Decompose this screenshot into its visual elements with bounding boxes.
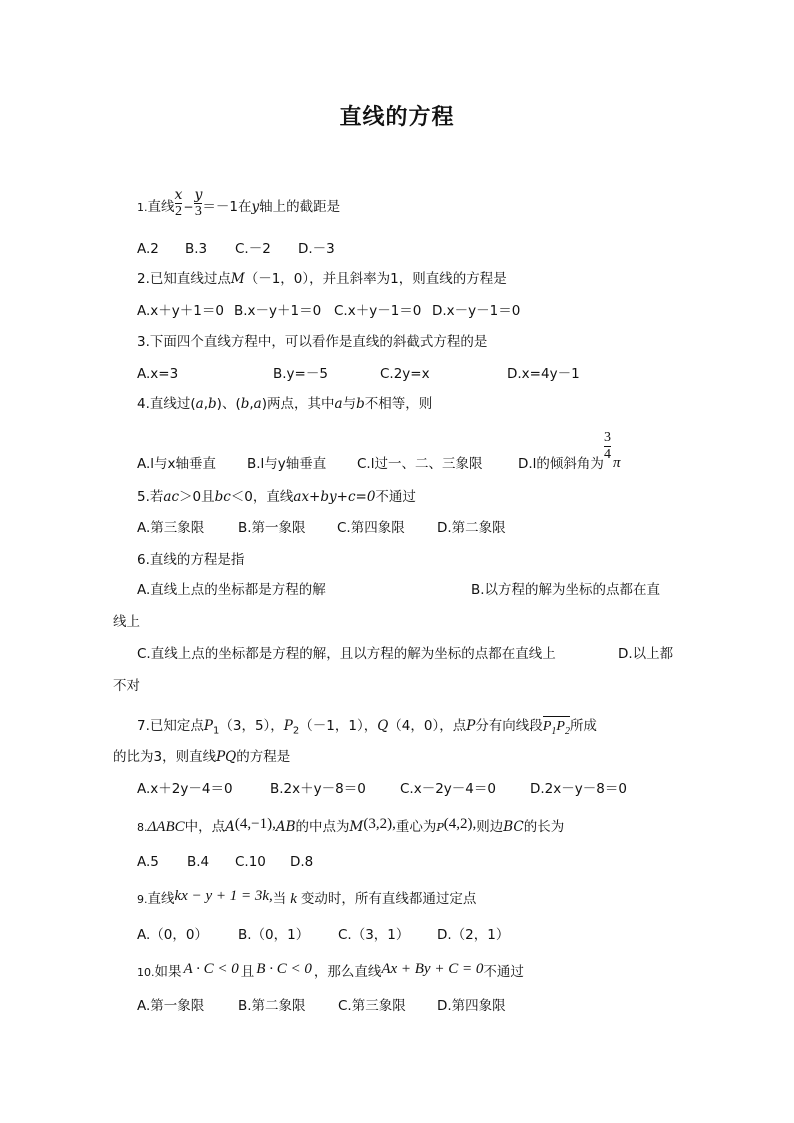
question-8 <box>137 818 564 837</box>
q7-p1-coord: （3，5）， <box>219 718 284 734</box>
q2-text-a: 2.已知直线过点 <box>137 271 231 287</box>
q9-option-d: D.（2，1） <box>437 927 510 943</box>
q7-q: Q <box>377 718 389 734</box>
q7-text-c: 所成 <box>569 718 597 734</box>
q10-option-d: D.第四象限 <box>437 998 506 1014</box>
q4-b2: b <box>240 396 250 412</box>
q10-text-d: 不通过 <box>483 964 524 980</box>
q1-pre: 直线 <box>147 199 175 215</box>
q7-option-a: A.x＋2y－4＝0 <box>137 781 233 797</box>
q8-point-p: P <box>436 821 444 834</box>
q1-fraction-y-over-3: $\frac{y}{3}$ <box>194 187 203 219</box>
q4-b1: b <box>208 396 217 412</box>
q2-var-m: M <box>230 271 245 287</box>
q1-option-d: D.－3 <box>298 241 335 257</box>
q6-option-a: A.直线上点的坐标都是方程的解 <box>137 582 326 598</box>
q6-option-d: D.以上都 <box>618 646 674 662</box>
question-5 <box>137 488 416 506</box>
q2-option-c: C.x＋y－1＝0 <box>334 303 422 319</box>
q8-text-b: 的中点为 <box>295 819 350 835</box>
q8-a-coord: (4,−1), <box>234 816 276 832</box>
q8-point-m: M <box>349 819 364 835</box>
question-9 <box>137 890 476 909</box>
q9-option-b: B.（0，1） <box>238 927 310 943</box>
question-1 <box>137 187 340 220</box>
q10-equation: Ax + By + C = 0 <box>381 961 484 977</box>
q1-option-b: B.3 <box>185 241 208 257</box>
q1-fraction-x-over-2: $\frac{x}{2}$ <box>174 187 183 219</box>
q1-number: 1. <box>137 201 148 214</box>
question-10 <box>137 963 524 982</box>
q1-minus: − <box>183 200 194 214</box>
q8-bc: BC <box>503 819 524 835</box>
q1-option-c: C.－2 <box>235 241 271 257</box>
q4-option-c: C.l过一、二、三象限 <box>357 456 483 472</box>
q4-text-b: )、( <box>216 396 241 412</box>
q7-p2: P <box>283 718 293 734</box>
q8-text-a: 中，点 <box>184 819 226 835</box>
q7-p: P <box>466 718 476 734</box>
q8-p-coord: (4,2), <box>443 816 477 832</box>
q10-text-a: 如果 <box>154 964 182 980</box>
q5-bc: bc <box>214 489 231 505</box>
q3-option-c: C.2y=x <box>380 366 430 382</box>
q4-pi: π <box>612 455 621 471</box>
q4-b3: b <box>356 396 365 412</box>
q4-a1: a <box>195 396 204 412</box>
q1-post: ＝－1在 <box>202 199 252 215</box>
q5-equation: ax+by+c=0 <box>293 489 376 505</box>
q3-option-a: A.x=3 <box>137 366 179 382</box>
q7-q-coord: （4，0），点 <box>388 718 467 734</box>
q10-text-c: ，那么直线 <box>313 964 382 980</box>
q4-text-a: 4.直线过( <box>137 396 196 412</box>
q4-a3: a <box>334 396 343 412</box>
q8-number: 8. <box>137 821 148 834</box>
q5-option-d: D.第二象限 <box>437 520 506 536</box>
q8-option-b: B.4 <box>187 854 210 870</box>
question-7 <box>137 716 597 741</box>
q1-var: y <box>251 199 260 215</box>
q4-a2: a <box>253 396 262 412</box>
q3-option-d: D.x=4y－1 <box>507 366 580 382</box>
q6-option-b: B.以方程的解为坐标的点都在直 <box>471 582 661 598</box>
q4-text-c: )两点，其中 <box>261 396 335 412</box>
question-6: 6.直线的方程是指 <box>137 552 245 568</box>
q8-triangle: ΔABC <box>147 819 185 835</box>
q6-option-c: C.直线上点的坐标都是方程的解，且以方程的解为坐标的点都在直线上 <box>137 646 556 662</box>
q4-optd-pre: D.l的倾斜角为 <box>518 456 604 472</box>
q7-p1-sub: 1 <box>212 725 220 737</box>
q8-option-d: D.8 <box>290 854 314 870</box>
q10-option-a: A.第一象限 <box>137 998 205 1014</box>
q8-text-d: 则边 <box>476 819 504 835</box>
q4-option-b: B.l与y轴垂直 <box>247 456 327 472</box>
q9-number: 9. <box>137 893 148 906</box>
q7-option-d: D.2x－y－8＝0 <box>530 781 627 797</box>
q4-text-d: 与 <box>342 396 357 412</box>
q8-option-c: C.10 <box>235 854 266 870</box>
q10-condition-2: B · C < 0 <box>256 961 312 977</box>
q7-vector-p1p2: $P_1P_2$ <box>543 716 570 741</box>
q9-option-a: A.（0，0） <box>137 927 208 943</box>
q10-number: 10. <box>137 966 155 979</box>
q9-option-c: C.（3，1） <box>338 927 410 943</box>
question-3: 3.下面四个直线方程中，可以看作是直线的斜截式方程的是 <box>137 334 488 350</box>
q8-ab: AB <box>275 819 296 835</box>
q10-text-b: 且 <box>240 964 255 980</box>
q2-option-a: A.x＋y＋1＝0 <box>137 303 224 319</box>
q9-equation: kx − y + 1 = 3k, <box>174 888 273 904</box>
q5-option-c: C.第四象限 <box>337 520 405 536</box>
q4-comma2: , <box>249 396 254 412</box>
q7-p2-sub: 2 <box>292 725 300 737</box>
q6-option-b-cont: 线上 <box>113 614 140 630</box>
q7-option-c: C.x－2y－4＝0 <box>400 781 496 797</box>
q8-m-coord: (3,2), <box>363 816 396 832</box>
q4-fraction-3-over-4: $\frac{3}{4}$ <box>603 430 611 462</box>
q7-p2-coord: （－1，1）， <box>299 718 378 734</box>
q7-line2-a: 的比为3，则直线 <box>113 749 217 765</box>
q8-option-a: A.5 <box>137 854 159 870</box>
q7-text-b: 分有向线段 <box>475 718 543 734</box>
q9-k: k <box>290 891 297 907</box>
q1-post2: 轴上的截距是 <box>259 199 341 215</box>
q5-text-a: 5.若 <box>137 489 164 505</box>
q5-ac: ac <box>163 489 179 505</box>
q10-condition-1: A · C < 0 <box>183 961 239 977</box>
q10-option-c: C.第三象限 <box>338 998 406 1014</box>
q5-text-d: 不通过 <box>375 489 416 505</box>
page-title: 直线的方程 <box>339 105 455 130</box>
q7-option-b: B.2x＋y－8＝0 <box>270 781 366 797</box>
q2-option-d: D.x－y－1＝0 <box>432 303 521 319</box>
q10-option-b: B.第二象限 <box>238 998 306 1014</box>
q9-text-b: 当 <box>272 891 287 907</box>
q5-text-c: ＜0，直线 <box>230 489 294 505</box>
q5-option-a: A.第三象限 <box>137 520 205 536</box>
question-2 <box>137 270 507 288</box>
q9-text-c: 变动时，所有直线都通过定点 <box>300 891 477 907</box>
q4-option-a: A.l与x轴垂直 <box>137 456 217 472</box>
q7-text-a: 7.已知定点 <box>137 718 204 734</box>
q6-option-d-cont: 不对 <box>113 678 140 694</box>
q4-option-d <box>518 430 620 473</box>
q9-text-a: 直线 <box>147 891 175 907</box>
q8-point-a: A <box>225 819 235 835</box>
q5-option-b: B.第一象限 <box>238 520 306 536</box>
q8-text-c: 重心为 <box>395 819 437 835</box>
q7-p1: P <box>203 718 213 734</box>
q1-option-a: A.2 <box>137 241 159 257</box>
q3-option-b: B.y=－5 <box>273 366 328 382</box>
q7-pq: PQ <box>216 749 237 765</box>
question-4 <box>137 395 432 413</box>
q5-text-b: ＞0且 <box>179 489 215 505</box>
q4-text-e: 不相等，则 <box>364 396 433 412</box>
q2-text-b: （－1，0），并且斜率为1，则直线的方程是 <box>244 271 507 287</box>
q4-comma1: , <box>203 396 209 412</box>
q8-text-e: 的长为 <box>523 819 565 835</box>
q7-line2-b: 的方程是 <box>236 749 291 765</box>
question-7-line-2 <box>113 748 290 766</box>
q2-option-b: B.x－y＋1＝0 <box>234 303 322 319</box>
